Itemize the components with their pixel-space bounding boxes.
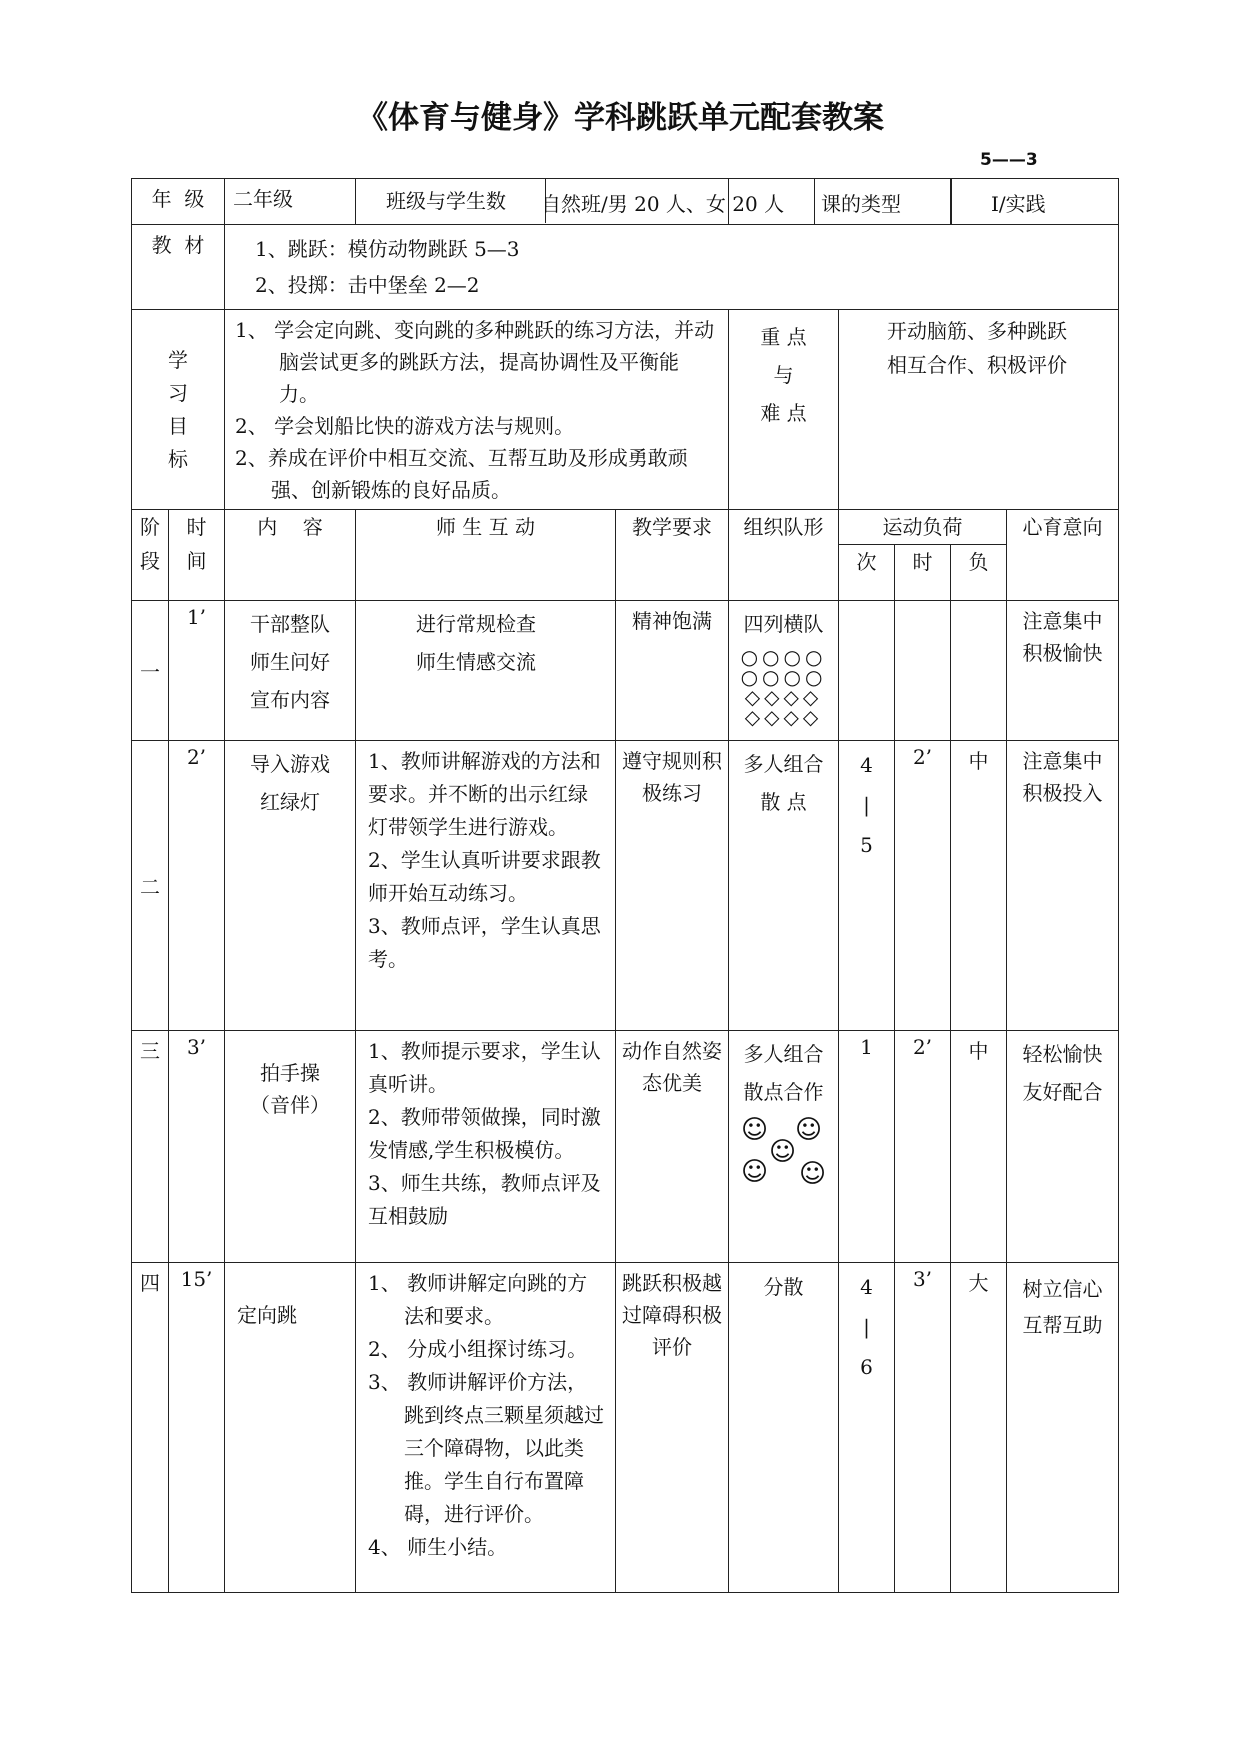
col-interaction: 师 生 互 动: [356, 510, 616, 601]
row-requirements: 跳跃积极越过障碍积极评价: [616, 1263, 729, 1593]
smiley-icon: ☺: [799, 1159, 827, 1189]
objective-item: 1、 学会定向跳、变向跳的多种跳跃的练习方法，并动脑尝试更多的跳跃方法，提高协调性及平衡能力。: [235, 318, 715, 406]
key-point-item: 相互合作、积极评价: [887, 353, 1067, 377]
col-load-count: 次: [839, 545, 895, 601]
row-load-time: [895, 601, 951, 741]
row-count: 4 | 5: [839, 741, 895, 1031]
class-label: 班级与学生数: [356, 179, 546, 223]
smiley-icon: ☺: [741, 1157, 769, 1187]
key-point-item: 开动脑筋、多种跳跃: [887, 319, 1067, 343]
row-content: 拍手操 （音伴）: [225, 1031, 356, 1263]
lesson-type-label: 课的类型: [821, 192, 901, 216]
objective-item: 2、 学会划船比快的游戏方法与规则。: [235, 414, 575, 438]
smiley-icon: ☺: [769, 1137, 797, 1167]
row-mind: 树立信心 互帮互助: [1007, 1263, 1119, 1593]
document-title: 《体育与健身》学科跳跃单元配套教案: [357, 100, 884, 136]
row-interaction: 1、 教师讲解定向跳的方法和要求。 2、 分成小组探讨练习。 3、 教师讲解评价方法，跳到终点三颗星须越过三个障碍物，以此类推。学生自行布置障碍，进行评价。 4、 师生小结。: [356, 1263, 616, 1593]
row-load-time: 2’: [895, 741, 951, 1031]
col-stage: 阶段: [132, 510, 169, 601]
row-stage: 一: [132, 601, 169, 741]
row-formation: 分散: [729, 1263, 839, 1593]
row-count: 4 | 6: [839, 1263, 895, 1593]
row-intensity: [951, 601, 1007, 741]
row-time: 1’: [169, 601, 225, 741]
row-content: 导入游戏 红绿灯: [225, 741, 356, 1031]
table-row: [132, 741, 1119, 1031]
row-requirements: 遵守规则积极练习: [616, 741, 729, 1031]
smiley-formation: [729, 1111, 838, 1201]
grade-value: 二年级: [225, 179, 356, 225]
col-content: 内 容: [225, 510, 356, 601]
row-interaction: 1、教师讲解游戏的方法和要求。并不断的出示红绿灯带领学生进行游戏。 2、学生认真听讲要求跟教师开始互动练习。 3、教师点评，学生认真思考。: [356, 741, 616, 1031]
objectives-row: [132, 310, 1119, 510]
column-header-row: [132, 510, 1119, 545]
col-load-time: 时: [895, 545, 951, 601]
key-points-label: 重 点 与 难 点: [760, 325, 807, 425]
row-count: [839, 601, 895, 741]
row-mind: 注意集中 积极投入: [1007, 741, 1119, 1031]
row-stage: 四: [132, 1263, 169, 1593]
row-intensity: 中: [951, 741, 1007, 1031]
row-count: 1: [839, 1031, 895, 1263]
smiley-icon: ☺: [741, 1115, 769, 1145]
page-number: 5——3: [980, 150, 1038, 170]
row-time: 15’: [169, 1263, 225, 1593]
row-stage: 二: [132, 741, 169, 1031]
row-load-time: 2’: [895, 1031, 951, 1263]
row-stage: 三: [132, 1031, 169, 1263]
row-formation: 多人组合 散点合作 ☺ ☺ ☺ ☺ ☺: [729, 1031, 839, 1263]
row-load-time: 3’: [895, 1263, 951, 1593]
row-mind: 轻松愉快 友好配合: [1007, 1031, 1119, 1263]
row-interaction: 1、教师提示要求，学生认真听讲。 2、教师带领做操，同时激发情感,学生积极模仿。 3、师生共练，教师点评及互相鼓励: [356, 1031, 616, 1263]
objectives-label: 学 习 目 标: [168, 347, 188, 471]
row-time: 3’: [169, 1031, 225, 1263]
formation-diagram: ○○○○ ○○○○ ◇◇◇◇ ◇◇◇◇: [740, 645, 827, 729]
row-formation: 四列横队 ○○○○ ○○○○ ◇◇◇◇ ◇◇◇◇: [729, 601, 839, 741]
col-load: 运动负荷: [839, 510, 1007, 545]
table-row: [132, 1263, 1119, 1593]
row-time: 2’: [169, 741, 225, 1031]
class-value: 自然班/男 20 人、女 20 人: [541, 192, 785, 216]
materials-item: 1、跳跃：模仿动物跳跃 5—3: [255, 237, 520, 261]
materials-label: 教 材: [132, 225, 225, 310]
row-requirements: 精神饱满: [616, 601, 729, 741]
table-row: [132, 601, 1119, 741]
row-intensity: 中: [951, 1031, 1007, 1263]
objective-item: 2、养成在评价中相互交流、互帮互助及形成勇敢顽强、创新锻炼的良好品质。: [235, 446, 688, 502]
col-requirements: 教学要求: [616, 510, 729, 601]
row-content: 干部整队 师生问好 宣布内容: [225, 601, 356, 741]
smiley-icon: ☺: [795, 1115, 823, 1145]
row-content: 定向跳: [225, 1263, 356, 1593]
materials-item: 2、投掷：击中堡垒 2—2: [255, 273, 480, 297]
row-interaction: 进行常规检查 师生情感交流: [356, 601, 616, 741]
header-row: [132, 179, 1119, 225]
row-mind: 注意集中 积极愉快: [1007, 601, 1119, 741]
col-time: 时间: [169, 510, 225, 601]
row-requirements: 动作自然姿态优美: [616, 1031, 729, 1263]
col-formation: 组织队形: [729, 510, 839, 601]
col-mind: 心育意向: [1007, 510, 1119, 601]
lesson-plan-table: [131, 178, 1119, 1593]
table-row: [132, 1031, 1119, 1263]
grade-label: 年 级: [132, 179, 225, 225]
row-formation: 多人组合 散 点: [729, 741, 839, 1031]
row-intensity: 大: [951, 1263, 1007, 1593]
col-load-intensity: 负: [951, 545, 1007, 601]
lesson-type-value: Ⅰ/实践: [991, 192, 1046, 216]
materials-row: [132, 225, 1119, 310]
